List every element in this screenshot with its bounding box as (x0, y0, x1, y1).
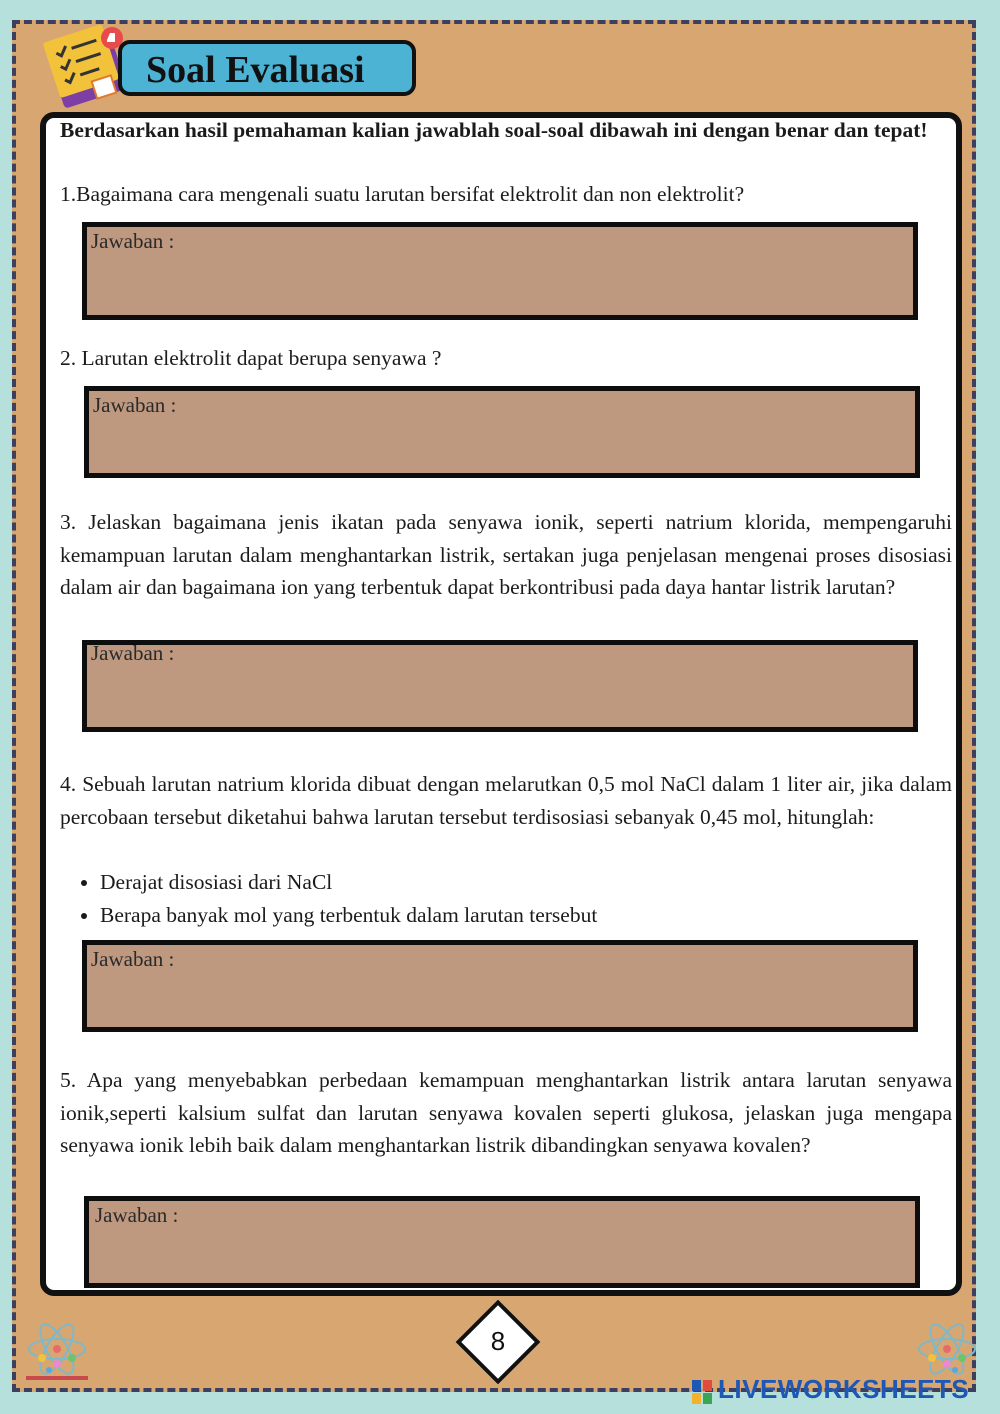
question-5: 5. Apa yang menyebabkan perbedaan kemampuan menghantarkan listrik antara larutan senyawa ionik,seperti kalsium sulfat dan larutan senyawa kovalen seperti glukosa, jelaskan juga mengapa senyawa ionik lebih baik dalam menghantarkan listrik dibandingkan senyawa kovalen? (60, 1068, 952, 1157)
answer-label: Jawaban : (91, 641, 175, 665)
answer-label: Jawaban : (91, 229, 175, 253)
page-number: 8 (490, 1326, 506, 1356)
question-4: 4. Sebuah larutan natrium klorida dibuat dengan melarutkan 0,5 mol NaCl dalam 1 liter air, jika dalam percobaan tersebut diketahui bahwa larutan tersebut terdisosiasi sebanyak 0,45 mol, hitunglah: (60, 772, 952, 829)
answer-box-3[interactable] (82, 640, 918, 732)
instructions: Berdasarkan hasil pemahaman kalian jawablah soal-soal dibawah ini dengan benar dan tepat! (60, 118, 928, 142)
atom-icon (22, 1314, 92, 1384)
title-banner (118, 40, 416, 96)
answer-box-4[interactable] (82, 940, 918, 1032)
answer-label: Jawaban : (95, 1203, 179, 1227)
page-title: Soal Evaluasi (146, 49, 365, 91)
liveworksheets-logo-icon (692, 1380, 714, 1406)
brand-name[interactable]: LIVEWORKSHEETS (718, 1374, 970, 1404)
answer-label: Jawaban : (91, 947, 175, 971)
answer-box-5[interactable] (84, 1196, 920, 1288)
question-2: 2. Larutan elektrolit dapat berupa senyawa ? (60, 346, 442, 370)
list-item: • Derajat disosiasi dari NaCl (100, 866, 900, 899)
question-1: 1.Bagaimana cara mengenali suatu larutan bersifat elektrolit dan non elektrolit? (60, 182, 745, 206)
question-3: 3. Jelaskan bagaimana jenis ikatan pada senyawa ionik, seperti natrium klorida, mempengaruhi kemampuan larutan dalam menghantarkan listrik, sertakan juga penjelasan mengenai proses disosiasi dalam air dan bagaimana ion yang terbentuk dapat berkontribusi pada daya hantar listrik larutan? (60, 510, 952, 599)
answer-label: Jawaban : (93, 393, 177, 417)
list-item: • Berapa banyak mol yang terbentuk dalam larutan tersebut (100, 899, 900, 932)
answer-box-1[interactable] (82, 222, 918, 320)
answer-box-2[interactable] (84, 386, 920, 478)
question-4-bullets (78, 866, 900, 931)
